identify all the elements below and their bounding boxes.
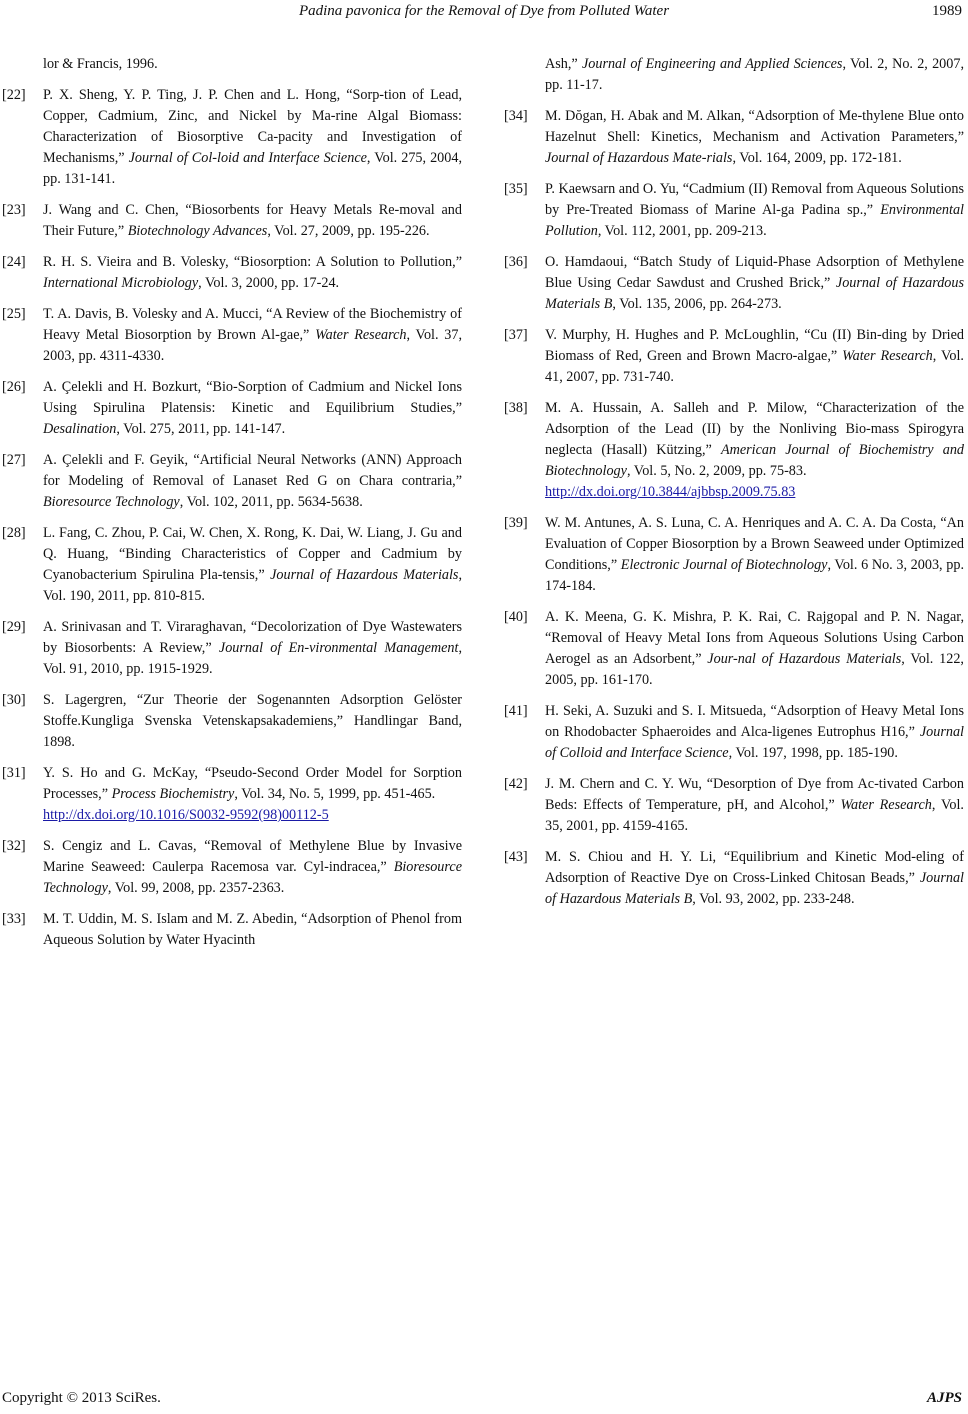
reference-journal: Bioresource Technology (43, 494, 180, 510)
left-column (2, 54, 462, 961)
reference-number: [43] (504, 849, 528, 865)
journal-abbreviation: AJPS (926, 1390, 962, 1406)
continuation-pre: Ash,” (545, 56, 582, 72)
copyright-notice: Copyright © 2013 SciRes. (2, 1390, 161, 1406)
reference-continuation (2, 54, 462, 75)
reference-volume-pages: , Vol. 27, 2009, pp. 195-226. (267, 223, 430, 239)
continuation-post: , Vol. 2, No. 2, 2007, pp. 11-17. (545, 56, 964, 93)
reference-entry (504, 398, 964, 503)
reference-volume-pages: , Vol. 122, 2005, pp. 161-170. (545, 651, 964, 688)
reference-text (545, 701, 964, 764)
reference-text (43, 377, 462, 440)
reference-journal: Environmental Pollution (545, 202, 964, 239)
reference-number: [39] (504, 515, 528, 531)
reference-volume-pages: , Vol. 99, 2008, pp. 2357-2363. (107, 880, 285, 896)
reference-entry (504, 106, 964, 169)
reference-journal: Process Biochemistry (111, 786, 235, 802)
reference-authors-title: A. Çelekli and H. Bozkurt, “Bio-Sorption of Cadmium and Nickel Ions Using Spirulina Platensis: Kinetic and Equilibrium Studies,” (43, 379, 462, 416)
reference-number: [42] (504, 776, 528, 792)
reference-authors-title: A. Srinivasan and T. Viraraghavan, “Decolorization of Dye Wastewaters by Biosorbents: A Review,” (43, 619, 462, 656)
reference-text (43, 85, 462, 190)
reference-journal: Bioresource Technology (43, 859, 462, 896)
doi-link[interactable]: http://dx.doi.org/10.3844/ajbbsp.2009.75.83 (545, 484, 796, 500)
reference-text (545, 607, 964, 691)
reference-text (545, 774, 964, 837)
reference-authors-title: J. M. Chern and C. Y. Wu, “Desorption of Dye from Ac-tivated Carbon Beds: Effects of Temperature, pH, and Alcohol,” (545, 776, 964, 813)
reference-list-left (2, 85, 462, 951)
reference-entry (504, 513, 964, 597)
reference-journal: Water Research (840, 797, 932, 813)
reference-list-right (504, 106, 964, 910)
reference-number: [32] (2, 838, 26, 854)
page-footer (0, 1390, 968, 1410)
reference-number: [35] (504, 181, 528, 197)
running-header (0, 0, 968, 24)
reference-journal: Journal of Colloid and Interface Science (545, 724, 964, 761)
reference-number: [36] (504, 254, 528, 270)
reference-text (43, 690, 462, 753)
reference-text (545, 847, 964, 910)
reference-number: [31] (2, 765, 26, 781)
reference-entry (504, 701, 964, 764)
reference-journal: Biotechnology Advances (127, 223, 268, 239)
reference-text (43, 252, 462, 294)
reference-authors-title: A. K. Meena, G. K. Mishra, P. K. Rai, C. Rajgopal and P. N. Nagar, “Removal of Heavy Metal Ions from Aqueous Solutions Using Carbon Aerogel as an Adsorbent,” (545, 609, 964, 667)
reference-journal: International Microbiology (43, 275, 199, 291)
reference-text (545, 179, 964, 242)
reference-authors-title: V. Murphy, H. Hughes and P. McLoughlin, “Cu (II) Bin-ding by Dried Biomass of Red, Green and Brown Macro-algae,” (545, 327, 964, 364)
reference-authors-title: S. Cengiz and L. Cavas, “Removal of Methylene Blue by Invasive Marine Seaweed: Caulerpa Racemosa var. Cyl-indracea,” (43, 838, 462, 875)
reference-number: [22] (2, 87, 26, 103)
reference-volume-pages: , Vol. 34, No. 5, 1999, pp. 451-465. (234, 786, 436, 802)
reference-volume-pages: , Vol. 3, 2000, pp. 17-24. (198, 275, 340, 291)
reference-entry (2, 450, 462, 513)
reference-text (545, 252, 964, 315)
reference-volume-pages: , Vol. 91, 2010, pp. 1915-1929. (43, 640, 462, 677)
reference-entry (2, 304, 462, 367)
continuation-journal: Journal of Engineering and Applied Sciences (581, 56, 843, 72)
reference-volume-pages: , Vol. 112, 2001, pp. 209-213. (597, 223, 767, 239)
reference-number: [27] (2, 452, 26, 468)
reference-journal: Desalination (43, 421, 117, 437)
reference-number: [40] (504, 609, 528, 625)
reference-text (43, 450, 462, 513)
reference-volume-pages: , Vol. 190, 2011, pp. 810-815. (43, 567, 462, 604)
reference-journal: Journal of Hazardous Mate-rials (545, 150, 733, 166)
reference-volume-pages: , Vol. 275, 2004, pp. 131-141. (43, 150, 462, 187)
reference-number: [29] (2, 619, 26, 635)
reference-number: [24] (2, 254, 26, 270)
running-title-species: Padina pavonica (298, 3, 402, 19)
running-title-text: for the Removal of Dye from Polluted Water (401, 3, 670, 19)
reference-authors-title: P. Kaewsarn and O. Yu, “Cadmium (II) Removal from Aqueous Solutions by Pre-Treated Biomass of Marine Al-ga Padina sp.,” (545, 181, 964, 218)
continuation-text (545, 54, 964, 96)
reference-entry (2, 200, 462, 242)
reference-text (43, 909, 462, 951)
reference-authors-title: S. Lagergren, “Zur Theorie der Sogenannten Adsorption Gelöster Stoffe.Kungliga Svenska Vetenskapsakademiens,” Handlingar Band, 1898. (43, 692, 462, 750)
reference-entry (2, 763, 462, 826)
reference-authors-title: H. Seki, A. Suzuki and S. I. Mitsueda, “Adsorption of Heavy Metal Ions on Rhodobacter Sphaeroides and Alca-ligenes Eutrophus H16,” (545, 703, 964, 740)
right-column (504, 54, 964, 920)
reference-number: [30] (2, 692, 26, 708)
reference-journal: Journal of Hazardous Materials (270, 567, 459, 583)
reference-journal: Journal of Hazardous Materials B (545, 275, 965, 312)
reference-text (43, 763, 462, 826)
reference-volume-pages: , Vol. 164, 2009, pp. 172-181. (732, 150, 902, 166)
reference-number: [25] (2, 306, 26, 322)
reference-authors-title: M. T. Uddin, M. S. Islam and M. Z. Abedin, “Adsorption of Phenol from Aqueous Solution by Water Hyacinth (43, 911, 462, 948)
reference-text (545, 398, 964, 503)
reference-authors-title: R. H. S. Vieira and B. Volesky, “Biosorption: A Solution to Pollution,” (43, 254, 462, 270)
reference-entry (504, 325, 964, 388)
reference-volume-pages: , Vol. 275, 2011, pp. 141-147. (116, 421, 286, 437)
reference-journal: Jour-nal of Hazardous Materials (707, 651, 902, 667)
reference-text (43, 200, 462, 242)
reference-volume-pages: , Vol. 37, 2003, pp. 4311-4330. (43, 327, 463, 364)
reference-entry (2, 690, 462, 753)
reference-text (43, 304, 462, 367)
reference-text (43, 836, 462, 899)
reference-volume-pages: , Vol. 35, 2001, pp. 4159-4165. (545, 797, 964, 834)
reference-text (545, 106, 964, 169)
reference-entry (2, 523, 462, 607)
reference-journal: Water Research (315, 327, 407, 343)
running-title (0, 2, 968, 20)
reference-number: [34] (504, 108, 528, 124)
reference-number: [41] (504, 703, 528, 719)
reference-number: [23] (2, 202, 26, 218)
reference-authors-title: L. Fang, C. Zhou, P. Cai, W. Chen, X. Rong, K. Dai, W. Liang, J. Gu and Q. Huang, “Binding Characteristics of Copper and Cadmium by Cyanobacterium Spirulina Pla-tensis,” (43, 525, 462, 583)
reference-number: [37] (504, 327, 528, 343)
reference-text (545, 513, 964, 597)
reference-volume-pages: , Vol. 41, 2007, pp. 731-740. (545, 348, 964, 385)
reference-journal: American Journal of Biochemistry and Biotechnology (545, 442, 965, 479)
reference-volume-pages: , Vol. 197, 1998, pp. 185-190. (728, 745, 898, 761)
reference-entry (504, 847, 964, 910)
reference-authors-title: M. A. Hussain, A. Salleh and P. Milow, “Characterization of the Adsorption of the Lead (II) by the Nonliving Bio-mass Spirogyra neglecta (Hasall) Kützing,” (545, 400, 964, 458)
reference-journal: Water Research (842, 348, 933, 364)
reference-number: [26] (2, 379, 26, 395)
reference-journal: Electronic Journal of Biotechnology (620, 557, 828, 573)
reference-text (43, 523, 462, 607)
reference-entry (2, 836, 462, 899)
reference-number: [38] (504, 400, 528, 416)
reference-entry (2, 252, 462, 294)
reference-authors-title: P. X. Sheng, Y. P. Ting, J. P. Chen and L. Hong, “Sorp-tion of Lead, Copper, Cadmium, Zinc, and Nickel by Ma-rine Algal Biomass: Characterization of Biosorptive Ca-pacity and Investigation of Mechanisms,” (43, 87, 462, 166)
reference-number: [28] (2, 525, 26, 541)
reference-text (43, 617, 462, 680)
reference-entry (504, 774, 964, 837)
reference-volume-pages: , Vol. 5, No. 2, 2009, pp. 75-83. (626, 463, 807, 479)
reference-text (545, 325, 964, 388)
reference-authors-title: M. S. Chiou and H. Y. Li, “Equilibrium and Kinetic Mod-eling of Adsorption of Reactive Dye on Cross-Linked Chitosan Beads,” (545, 849, 964, 886)
continuation-text: lor & Francis, 1996. (43, 56, 158, 72)
reference-authors-title: M. Dŏgan, H. Abak and M. Alkan, “Adsorption of Me-thylene Blue onto Hazelnut Shell: Kinetics, Mechanism and Activation Parameters,” (545, 108, 964, 145)
page-number: 1989 (932, 3, 962, 19)
doi-link[interactable]: http://dx.doi.org/10.1016/S0032-9592(98)00112-5 (43, 807, 329, 823)
reference-authors-title: W. M. Antunes, A. S. Luna, C. A. Henriques and A. C. A. Da Costa, “An Evaluation of Copper Biosorption by a Brown Seaweed under Optimized Conditions,” (545, 515, 964, 573)
reference-authors-title: O. Hamdaoui, “Batch Study of Liquid-Phase Adsorption of Methylene Blue Using Cedar Sawdust and Crushed Brick,” (545, 254, 964, 291)
reference-entry (2, 85, 462, 190)
reference-volume-pages: , Vol. 93, 2002, pp. 233-248. (692, 891, 855, 907)
reference-volume-pages: , Vol. 102, 2011, pp. 5634-5638. (179, 494, 363, 510)
reference-entry (504, 179, 964, 242)
reference-authors-title: J. Wang and C. Chen, “Biosorbents for Heavy Metals Re-moval and Their Future,” (43, 202, 462, 239)
reference-entry (504, 252, 964, 315)
reference-authors-title: T. A. Davis, B. Volesky and A. Mucci, “A Review of the Biochemistry of Heavy Metal Biosorption by Brown Al-gae,” (43, 306, 462, 343)
reference-number: [33] (2, 911, 26, 927)
reference-continuation (504, 54, 964, 96)
reference-authors-title: Y. S. Ho and G. McKay, “Pseudo-Second Order Model for Sorption Processes,” (43, 765, 462, 802)
reference-journal: Journal of Hazardous Materials B (545, 870, 964, 907)
reference-entry (2, 617, 462, 680)
reference-entry (2, 377, 462, 440)
reference-journal: Journal of En-vironmental Management (218, 640, 459, 656)
reference-entry (504, 607, 964, 691)
reference-entry (2, 909, 462, 951)
reference-volume-pages: , Vol. 6 No. 3, 2003, pp. 174-184. (545, 557, 964, 594)
reference-authors-title: A. Çelekli and F. Geyik, “Artificial Neural Networks (ANN) Approach for Modeling of Removal of Lanaset Red G on Chara contraria,” (43, 452, 462, 489)
reference-volume-pages: , Vol. 135, 2006, pp. 264-273. (612, 296, 782, 312)
reference-journal: Journal of Col-loid and Interface Science (128, 150, 367, 166)
